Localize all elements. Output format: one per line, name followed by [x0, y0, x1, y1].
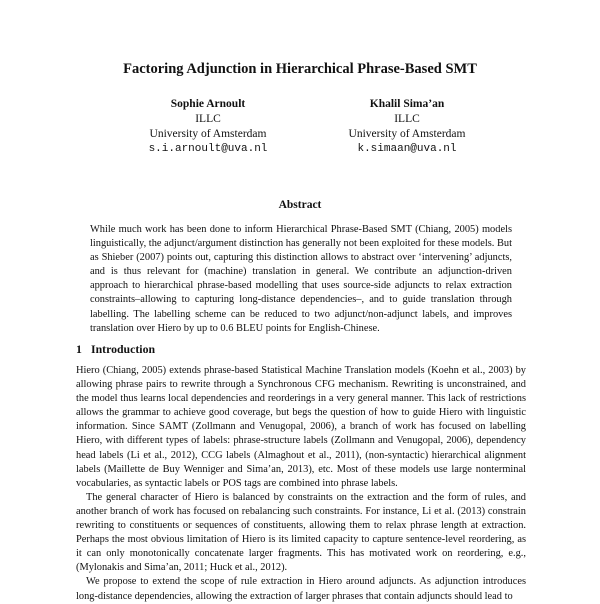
section-number: 1 [76, 342, 82, 356]
paragraph: The general character of Hiero is balanced by constraints on the extraction and the form of rules, and another branch of work has focused on rebalancing such constraints. For instance, Li et al. (2013) constrain rewriting to constituents or sequences of constituents, allowing them to relax phrase length at extraction. Perhaps the most obvious limitation of Hiero is its limited capacity to capture sentence-level reordering, as it can only monotonically concatenate larger fragments. This has motivated work on reordering, e.g., (Mylonakis and Sima’an, 2011; Huck et al., 2012). [76, 491, 526, 574]
section-title: Introduction [91, 342, 156, 356]
author-block [123, 97, 293, 157]
author-name: Sophie Arnoult [170, 98, 246, 110]
paragraph: We propose to extend the scope of rule extraction in Hiero around adjuncts. As adjunction introduces long-distance dependencies, allowing the extraction of larger phrases that contain adjuncts should lead to [76, 576, 526, 602]
author-email: s.i.arnoult@uva.nl [148, 143, 268, 155]
author-block [322, 97, 492, 157]
author-institution: University of Amsterdam [149, 128, 267, 140]
abstract-text: While much work has been done to inform Hierarchical Phrase-Based SMT (Chiang, 2005) models linguistically, the adjunct/argument distinction has generally not been exploited for these models. But as Shieber (2007) points out, capturing this distinction allows to abstract over ‘intervening’ adjuncts, and is thus relevant for (machine) translation in general. We contribute an adjunction-driven approach to hierarchical phrase-based modelling that uses source-side adjuncts to relax extraction constraints–allowing to capturing long-distance dependencies–, and to guide translation through labelling. The labelling scheme can be reduced to two adjunct/non-adjunct labels, and improves translation over Hiero by up to 0.6 BLEU points for English-Chinese. [90, 224, 512, 334]
author-email: k.simaan@uva.nl [357, 143, 457, 155]
introduction-body [76, 364, 526, 604]
author-affiliation: ILLC [195, 113, 221, 125]
author-affiliation: ILLC [394, 113, 420, 125]
paper-title: Factoring Adjunction in Hierarchical Phrase-Based SMT [123, 61, 477, 77]
abstract-heading: Abstract [278, 199, 322, 211]
author-institution: University of Amsterdam [348, 128, 466, 140]
section-heading [76, 342, 155, 357]
paragraph: Hiero (Chiang, 2005) extends phrase-based Statistical Machine Translation models (Koehn et al., 2003) by allowing phrase pairs to rewrite through a Synchronous CFG mechanism. Rewriting is unconstrained, and the model thus learns local dependencies and reorderings in a very general manner. This lack of restrictions allows the grammar to achieve good coverage, but begs the question of how to guide Hiero with linguistic information. Since SAMT (Zollmann and Venugopal, 2006), a branch of work has focused on labelling Hiero, with different types of labels: phrase-structure labels (Zollmann and Venugopal, 2006), dependency head labels (Li et al., 2012), CCG labels (Almaghout et al., 2011), (non-syntactic) hierarchical alignment labels (Maillette de Buy Wenniger and Sima’an, 2013), etc. Most of these models use large nonterminal vocabularies, as syntactic labels or POS tags are combined into phrase labels. [76, 365, 526, 489]
author-name: Khalil Sima’an [369, 98, 445, 110]
